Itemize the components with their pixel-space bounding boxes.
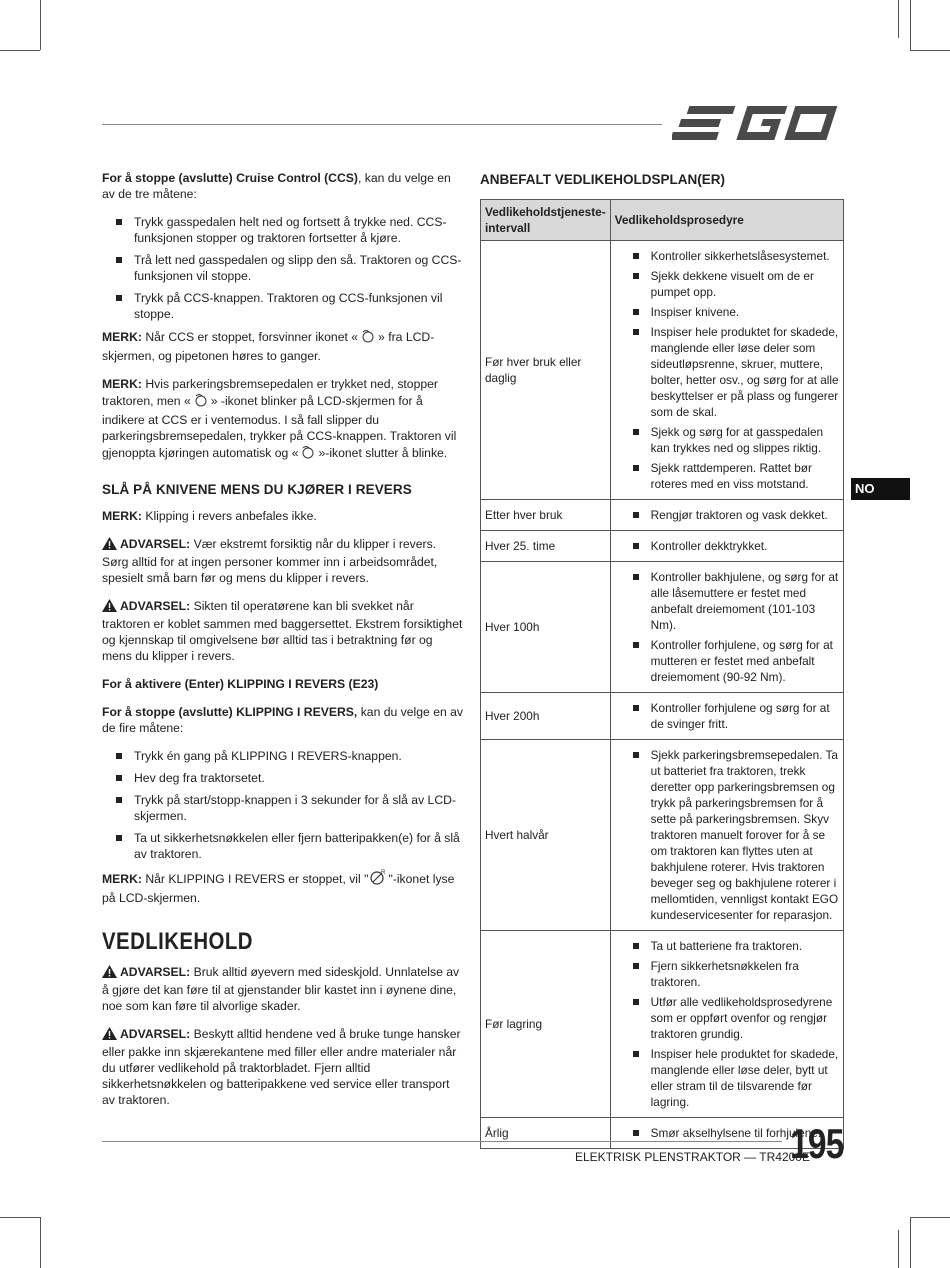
list-item: Trykk på CCS-knappen. Traktoren og CCS-funksjonen vil stoppe. — [102, 290, 464, 322]
cruise-stop-list — [102, 214, 464, 322]
section-heading-maintenance: VEDLIKEHOLD — [102, 928, 253, 955]
table-row — [481, 693, 844, 740]
crop-mark — [910, 1217, 950, 1218]
list-item: Trykk gasspedalen helt ned og fortsett å trykke ned. CCS-funksjonen stopper og traktoren fortsetter å kjøre. — [102, 214, 464, 246]
list-item: Trå lett ned gasspedalen og slipp den så. Traktoren og CCS-funksjonen vil stoppe. — [102, 252, 464, 284]
procedure-item: Sjekk og sørg for at gasspedalen kan trykkes ned og slippes riktig. — [615, 424, 839, 456]
procedure-item: Smør akselhylsene til forhjulene. — [615, 1125, 839, 1141]
page-number: 195 — [790, 1120, 844, 1167]
crop-mark — [0, 50, 40, 51]
language-tab: NO — [851, 478, 910, 500]
table-title: ANBEFALT VEDLIKEHOLDSPLAN(ER) — [480, 172, 725, 187]
interval-cell: Hver 100h — [481, 562, 611, 693]
procedure-cell — [610, 562, 843, 693]
procedure-item: Kontroller forhjulene, og sørg for at mutteren er festet med anbefalt dreiemoment (90-92 Nm). — [615, 637, 839, 685]
enter-reverse-heading: For å aktivere (Enter) KLIPPING I REVERS (E23) — [102, 677, 379, 691]
procedure-item: Sjekk dekkene visuelt om de er pumpet opp. — [615, 268, 839, 300]
svg-text:R: R — [381, 870, 386, 876]
procedure-item: Rengjør traktoren og vask dekket. — [615, 507, 839, 523]
cruise-control-icon — [358, 328, 378, 348]
table-row — [481, 241, 844, 500]
procedure-item: Kontroller sikkerhetslåsesystemet. — [615, 248, 839, 264]
procedure-item: Sjekk rattdemperen. Rattet bør roteres med en viss motstand. — [615, 460, 839, 492]
table-row — [481, 500, 844, 531]
table-row — [481, 740, 844, 931]
procedure-cell — [610, 693, 843, 740]
cruise-control-icon — [191, 392, 211, 412]
crop-mark — [40, 1217, 41, 1268]
list-item: Ta ut sikkerhetsnøkkelen eller fjern batteripakken(e) for å slå av traktoren. — [102, 830, 464, 862]
cruise-stop-intro: For å stoppe (avslutte) Cruise Control (CCS), kan du velge en av de tre måtene: — [102, 171, 451, 201]
note-parking-brake: MERK: Hvis parkeringsbremsepedalen er trykket ned, stopper traktoren, men « » -ikonet blinker på LCD-skjermen for å indikere at CCS er i ventemodus. I så fall slipper du parkeringsbremsepedalen, trykker på CCS-knappen. Traktoren vil gjenoppta kjøringen automatisk og « »-ikonet slutter å blinke. — [102, 376, 464, 464]
interval-cell: Hvert halvår — [481, 740, 611, 931]
footer-title: ELEKTRISK PLENSTRAKTOR — TR4200E — [575, 1150, 810, 1164]
procedure-item: Inspiser hele produktet for skadede, manglende eller løse deler, bytt ut eller stram til de tilsvarende før lagring. — [615, 1046, 839, 1110]
note-reverse: MERK: Klipping i revers anbefales ikke. — [102, 509, 317, 523]
list-item: Trykk én gang på KLIPPING I REVERS-knappen. — [102, 748, 464, 764]
procedure-item: Sjekk parkeringsbremsepedalen. Ta ut batteriet fra traktoren, trekk deretter opp parkeringsbremsen og trykk på parkeringsbremsen for å sette på parkeringsbremsen. Skyv traktoren manuelt forover for å se om traktoren kan flyttes uten at bakhjulene roterer. Hvis traktoren beveger seg og bakhjulene roterer i mellomtiden, vennligst kontakt EGO kundeservicesenter for reparasjon. — [615, 747, 839, 923]
procedure-cell — [610, 500, 843, 531]
interval-cell: Hver 25. time — [481, 531, 611, 562]
interval-cell: Før hver bruk eller daglig — [481, 241, 611, 500]
crop-mark — [898, 0, 899, 38]
procedure-item: Kontroller forhjulene og sørg for at de svinger fritt. — [615, 700, 839, 732]
procedure-item: Kontroller dekktrykket. — [615, 538, 839, 554]
crop-mark — [898, 1230, 899, 1268]
interval-cell: Årlig — [481, 1118, 611, 1149]
note-reverse-stopped: MERK: Når KLIPPING I REVERS er stoppet, vil " R "-ikonet lyse på LCD-skjermen. — [102, 870, 455, 905]
table-row — [481, 531, 844, 562]
procedure-cell — [610, 740, 843, 931]
warning-reverse-2: ADVARSEL: Sikten til operatørene kan bli svekket når traktoren er koblet sammen med baggersettet. Ekstrem forsiktighet og kjennskap til omgivelsene bør alltid tas i betraktning før og mens du klipper i revers. — [102, 599, 463, 663]
crop-mark — [910, 0, 911, 50]
warning-reverse-1: ADVARSEL: Vær ekstremt forsiktig når du klipper i revers. Sørg alltid for at ingen personer kommer inn i arbeidsområdet, spesielt små barn før og mens du klipper i revers. — [102, 537, 438, 585]
crop-mark — [910, 1217, 911, 1268]
header-procedure: Vedlikeholdsprosedyre — [610, 200, 843, 241]
maintenance-table — [480, 199, 844, 1149]
procedure-item: Ta ut batteriene fra traktoren. — [615, 938, 839, 954]
section-heading-reverse: SLÅ PÅ KNIVENE MENS DU KJØRER I REVERS — [102, 482, 412, 497]
procedure-cell — [610, 931, 843, 1118]
interval-cell: Før lagring — [481, 931, 611, 1118]
procedure-item: Utfør alle vedlikeholdsprosedyrene som er oppført ovenfor og rengjør traktoren grundig. — [615, 994, 839, 1042]
procedure-item: Kontroller bakhjulene, og sørg for at alle låsemuttere er festet med anbefalt dreiemoment (101-103 Nm). — [615, 569, 839, 633]
list-item: Hev deg fra traktorsetet. — [102, 770, 464, 786]
procedure-item: Inspiser hele produktet for skadede, manglende eller løse deler som sideutløpsrenne, skruer, muttere, bolter, hetter osv., og sørg for at alle beskyttelser er på plass og fungerer som de skal. — [615, 324, 839, 420]
left-column — [102, 170, 464, 1120]
procedure-item: Fjern sikkerhetsnøkkelen fra traktoren. — [615, 958, 839, 990]
right-column — [480, 170, 844, 1149]
warning-eye-protection: ADVARSEL: Bruk alltid øyevern med sideskjold. Unnlatelse av å gjøre det kan føre til at gjenstander blir kastet inn i øynene dine, noe som kan føre til alvorlige skader. — [102, 965, 460, 1013]
header-interval: Vedlikeholdstjeneste-intervall — [481, 200, 611, 241]
table-header-row — [481, 200, 844, 241]
procedure-cell — [610, 241, 843, 500]
warning-triangle-icon — [102, 537, 117, 554]
header-rule — [102, 124, 662, 125]
crop-mark — [40, 0, 41, 50]
crop-mark — [0, 1217, 40, 1218]
list-item: Trykk på start/stopp-knappen i 3 sekunder for å slå av LCD-skjermen. — [102, 792, 464, 824]
exit-reverse-list — [102, 748, 464, 862]
reverse-mowing-icon — [368, 868, 388, 890]
procedure-item: Inspiser knivene. — [615, 304, 839, 320]
note-ccs-stopped: MERK: Når CCS er stoppet, forsvinner ikonet « » fra LCD-skjermen, og pipetonen høres to ganger. — [102, 330, 435, 363]
exit-reverse-intro: For å stoppe (avslutte) KLIPPING I REVERS, kan du velge en av de fire måtene: — [102, 705, 464, 735]
procedure-cell — [610, 531, 843, 562]
ego-logo — [672, 104, 844, 147]
warning-gloves: ADVARSEL: Beskytt alltid hendene ved å bruke tunge hansker eller pakke inn skjærekantene med filler eller andre materialer når du utfører vedlikehold på traktorbladet. Fjern alltid sikkerhetsnøkkelen og batteripakkene ved service eller transport av traktoren. — [102, 1027, 461, 1107]
interval-cell: Etter hver bruk — [481, 500, 611, 531]
table-row — [481, 562, 844, 693]
cruise-control-icon — [298, 444, 318, 464]
table-row — [481, 931, 844, 1118]
warning-triangle-icon — [102, 1027, 117, 1044]
interval-cell: Hver 200h — [481, 693, 611, 740]
warning-triangle-icon — [102, 965, 117, 982]
crop-mark — [910, 50, 950, 51]
footer-rule — [102, 1141, 782, 1142]
warning-triangle-icon — [102, 599, 117, 616]
